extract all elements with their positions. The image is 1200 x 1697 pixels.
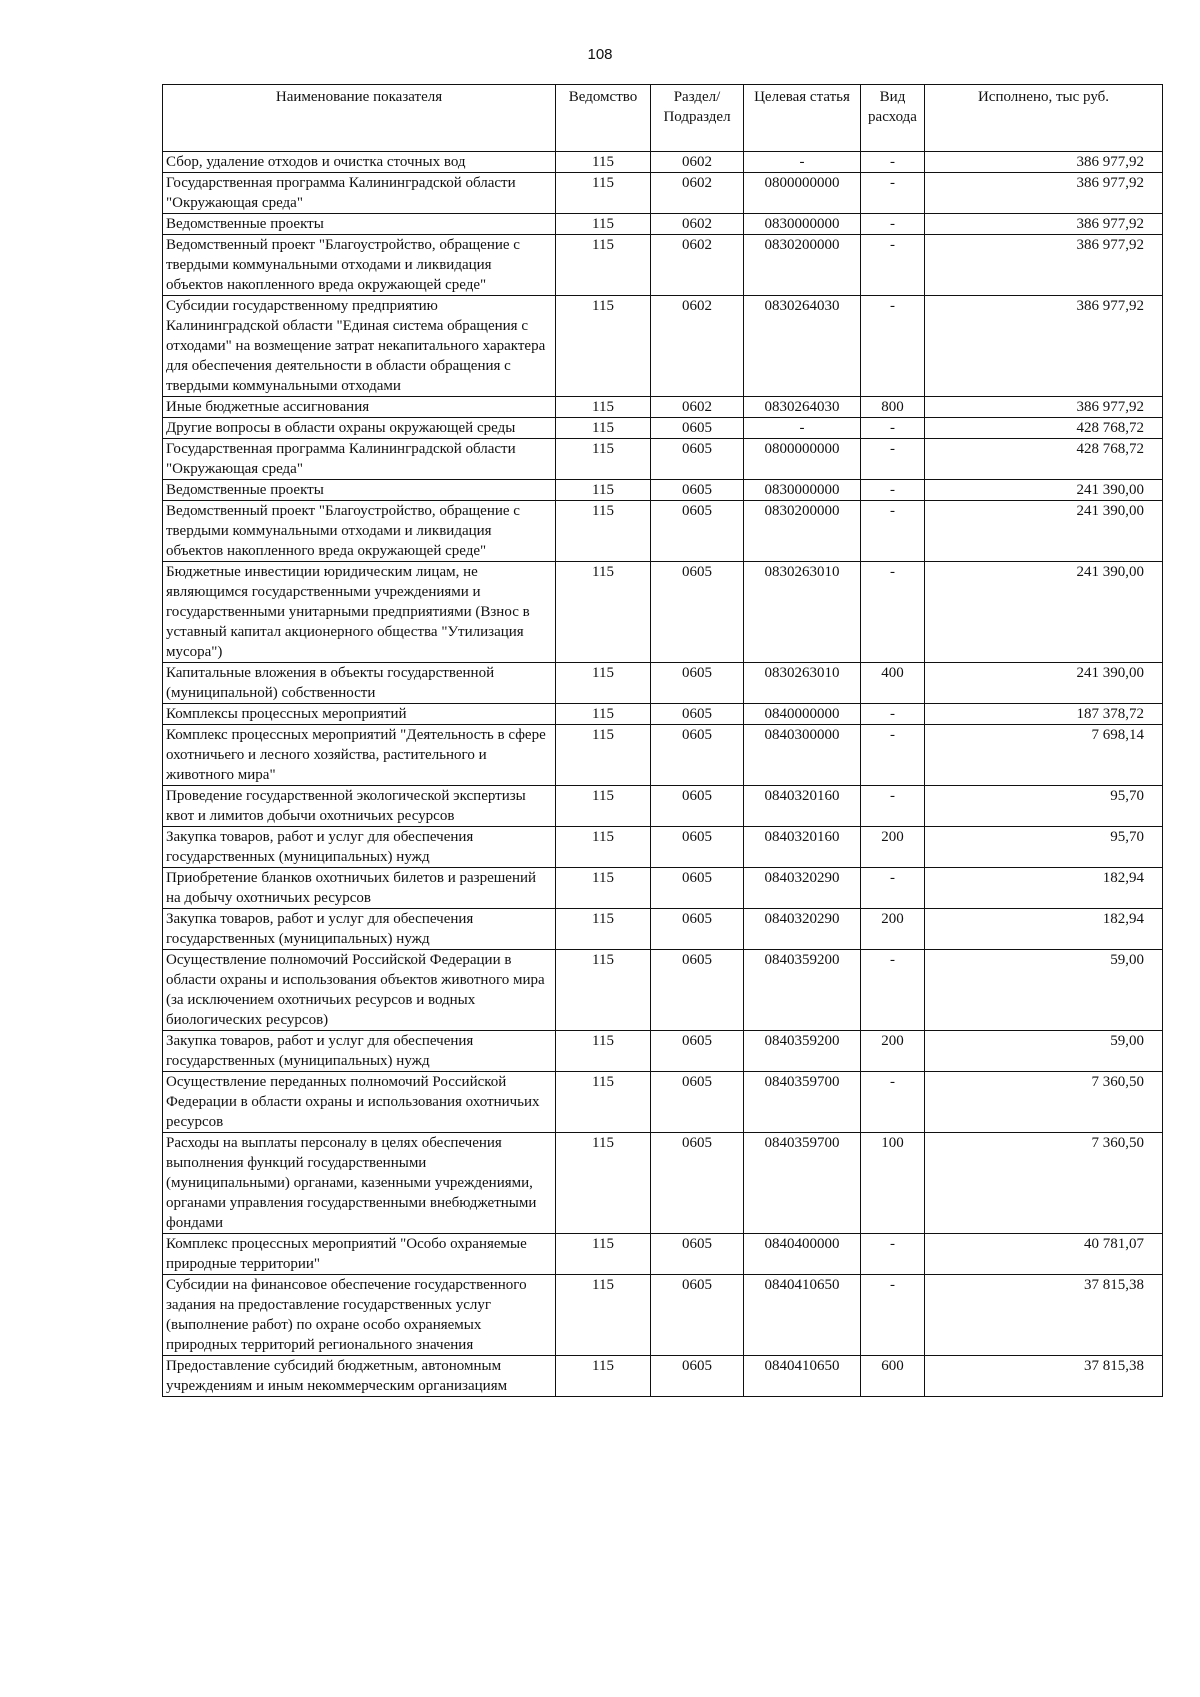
cell-expense-type: - [861, 1072, 925, 1133]
cell-executed-amount: 182,94 [925, 909, 1163, 950]
cell-department: 115 [556, 663, 651, 704]
table-row [163, 663, 1163, 704]
cell-indicator-name: Приобретение бланков охотничьих билетов и разрешений на добычу охотничьих ресурсов [163, 868, 556, 909]
cell-department: 115 [556, 786, 651, 827]
cell-indicator-name: Комплекс процессных мероприятий "Деятельность в сфере охотничьего и лесного хозяйства, растительного и животного мира" [163, 725, 556, 786]
cell-executed-amount: 187 378,72 [925, 704, 1163, 725]
cell-department: 115 [556, 725, 651, 786]
cell-section: 0605 [651, 418, 744, 439]
cell-expense-type: - [861, 296, 925, 397]
cell-executed-amount: 428 768,72 [925, 418, 1163, 439]
cell-executed-amount: 241 390,00 [925, 501, 1163, 562]
table-row [163, 725, 1163, 786]
cell-section: 0602 [651, 397, 744, 418]
cell-department: 115 [556, 868, 651, 909]
cell-expense-type: 200 [861, 909, 925, 950]
table-row [163, 909, 1163, 950]
cell-expense-type: - [861, 1234, 925, 1275]
cell-executed-amount: 37 815,38 [925, 1356, 1163, 1397]
cell-department: 115 [556, 173, 651, 214]
cell-department: 115 [556, 1234, 651, 1275]
cell-executed-amount: 428 768,72 [925, 439, 1163, 480]
cell-department: 115 [556, 704, 651, 725]
cell-department: 115 [556, 501, 651, 562]
table-row [163, 173, 1163, 214]
cell-expense-type: - [861, 480, 925, 501]
header-section: Раздел/ Подраздел [651, 85, 744, 152]
cell-indicator-name: Проведение государственной экологической экспертизы квот и лимитов добычи охотничьих ресурсов [163, 786, 556, 827]
table-row [163, 950, 1163, 1031]
cell-target-article: 0800000000 [744, 173, 861, 214]
cell-expense-type: - [861, 501, 925, 562]
cell-section: 0602 [651, 214, 744, 235]
cell-department: 115 [556, 235, 651, 296]
cell-executed-amount: 386 977,92 [925, 173, 1163, 214]
header-department: Ведомство [556, 85, 651, 152]
cell-executed-amount: 95,70 [925, 786, 1163, 827]
table-row [163, 418, 1163, 439]
table-header-row [163, 85, 1163, 152]
cell-section: 0605 [651, 725, 744, 786]
cell-indicator-name: Капитальные вложения в объекты государственной (муниципальной) собственности [163, 663, 556, 704]
cell-indicator-name: Закупка товаров, работ и услуг для обеспечения государственных (муниципальных) нужд [163, 827, 556, 868]
cell-section: 0605 [651, 704, 744, 725]
header-target-article: Целевая статья [744, 85, 861, 152]
cell-department: 115 [556, 480, 651, 501]
cell-target-article: 0840320290 [744, 868, 861, 909]
cell-expense-type: 400 [861, 663, 925, 704]
table-row [163, 1133, 1163, 1234]
cell-section: 0602 [651, 235, 744, 296]
cell-executed-amount: 95,70 [925, 827, 1163, 868]
cell-indicator-name: Другие вопросы в области охраны окружающей среды [163, 418, 556, 439]
cell-target-article: 0830263010 [744, 562, 861, 663]
cell-department: 115 [556, 1275, 651, 1356]
cell-expense-type: 600 [861, 1356, 925, 1397]
cell-indicator-name: Иные бюджетные ассигнования [163, 397, 556, 418]
cell-executed-amount: 386 977,92 [925, 296, 1163, 397]
cell-indicator-name: Ведомственный проект "Благоустройство, обращение с твердыми коммунальными отходами и ликвидация объектов накопленного вреда окружающей среде" [163, 501, 556, 562]
cell-executed-amount: 40 781,07 [925, 1234, 1163, 1275]
cell-target-article: 0830200000 [744, 501, 861, 562]
cell-expense-type: - [861, 439, 925, 480]
header-expense-type: Вид расхода [861, 85, 925, 152]
cell-department: 115 [556, 152, 651, 173]
cell-target-article: 0830264030 [744, 296, 861, 397]
cell-indicator-name: Осуществление полномочий Российской Федерации в области охраны и использования объектов животного мира (за исключением охотничьих ресурсов и водных биологических ресурсов) [163, 950, 556, 1031]
cell-indicator-name: Предоставление субсидий бюджетным, автономным учреждениям и иным некоммерческим организациям [163, 1356, 556, 1397]
cell-target-article: 0830200000 [744, 235, 861, 296]
cell-target-article: 0840320160 [744, 827, 861, 868]
cell-indicator-name: Расходы на выплаты персоналу в целях обеспечения выполнения функций государственными (муниципальными) органами, казенными учреждениями, органами управления государственными внебюджетными фондами [163, 1133, 556, 1234]
table-row [163, 1072, 1163, 1133]
cell-executed-amount: 386 977,92 [925, 397, 1163, 418]
cell-executed-amount: 386 977,92 [925, 235, 1163, 296]
cell-target-article: 0830264030 [744, 397, 861, 418]
cell-section: 0605 [651, 1234, 744, 1275]
table-row [163, 214, 1163, 235]
cell-executed-amount: 241 390,00 [925, 562, 1163, 663]
table-row [163, 1356, 1163, 1397]
cell-executed-amount: 182,94 [925, 868, 1163, 909]
cell-indicator-name: Государственная программа Калининградской области "Окружающая среда" [163, 439, 556, 480]
cell-section: 0605 [651, 562, 744, 663]
table-row [163, 786, 1163, 827]
cell-section: 0605 [651, 501, 744, 562]
cell-indicator-name: Государственная программа Калининградской области "Окружающая среда" [163, 173, 556, 214]
table-row [163, 1234, 1163, 1275]
cell-section: 0605 [651, 439, 744, 480]
cell-expense-type: - [861, 152, 925, 173]
cell-section: 0605 [651, 1072, 744, 1133]
cell-section: 0605 [651, 868, 744, 909]
cell-section: 0602 [651, 152, 744, 173]
cell-expense-type: - [861, 1275, 925, 1356]
cell-expense-type: 200 [861, 1031, 925, 1072]
cell-target-article: 0840359700 [744, 1072, 861, 1133]
cell-target-article: 0840300000 [744, 725, 861, 786]
cell-expense-type: - [861, 786, 925, 827]
cell-department: 115 [556, 827, 651, 868]
cell-indicator-name: Ведомственные проекты [163, 214, 556, 235]
cell-section: 0602 [651, 173, 744, 214]
cell-target-article: 0840410650 [744, 1275, 861, 1356]
table-row [163, 397, 1163, 418]
cell-executed-amount: 241 390,00 [925, 663, 1163, 704]
cell-indicator-name: Субсидии государственному предприятию Калининградской области "Единая система обращения с отходами" на возмещение затрат некапитального характера для обеспечения деятельности в области обращения с твердыми коммунальными отходами [163, 296, 556, 397]
table-row [163, 152, 1163, 173]
cell-department: 115 [556, 950, 651, 1031]
cell-department: 115 [556, 296, 651, 397]
cell-section: 0605 [651, 1356, 744, 1397]
cell-department: 115 [556, 1072, 651, 1133]
cell-department: 115 [556, 1133, 651, 1234]
cell-target-article: 0830263010 [744, 663, 861, 704]
table-row [163, 562, 1163, 663]
cell-indicator-name: Ведомственные проекты [163, 480, 556, 501]
cell-expense-type: - [861, 235, 925, 296]
header-executed-amount: Исполнено, тыс руб. [925, 85, 1163, 152]
cell-section: 0605 [651, 950, 744, 1031]
cell-target-article: 0840320290 [744, 909, 861, 950]
budget-table [162, 84, 1163, 1397]
page-number: 108 [587, 46, 613, 63]
cell-expense-type: - [861, 704, 925, 725]
cell-section: 0605 [651, 1031, 744, 1072]
cell-expense-type: - [861, 868, 925, 909]
cell-expense-type: - [861, 173, 925, 214]
cell-target-article: 0840320160 [744, 786, 861, 827]
cell-expense-type: - [861, 418, 925, 439]
cell-indicator-name: Осуществление переданных полномочий Российской Федерации в области охраны и использования охотничьих ресурсов [163, 1072, 556, 1133]
cell-expense-type: 800 [861, 397, 925, 418]
cell-target-article: - [744, 418, 861, 439]
table-row [163, 704, 1163, 725]
cell-indicator-name: Бюджетные инвестиции юридическим лицам, не являющимся государственными учреждениями и государственными унитарными предприятиями (Взнос в уставный капитал акционерного общества "Утилизация мусора") [163, 562, 556, 663]
table-row [163, 501, 1163, 562]
cell-indicator-name: Субсидии на финансовое обеспечение государственного задания на предоставление государственных услуг (выполнение работ) по охране особо охраняемых природных территорий регионального значения [163, 1275, 556, 1356]
table-row [163, 868, 1163, 909]
cell-executed-amount: 37 815,38 [925, 1275, 1163, 1356]
cell-indicator-name: Сбор, удаление отходов и очистка сточных вод [163, 152, 556, 173]
cell-executed-amount: 241 390,00 [925, 480, 1163, 501]
cell-section: 0605 [651, 909, 744, 950]
table-row [163, 235, 1163, 296]
cell-department: 115 [556, 214, 651, 235]
cell-department: 115 [556, 439, 651, 480]
table-row [163, 296, 1163, 397]
cell-section: 0605 [651, 786, 744, 827]
cell-department: 115 [556, 418, 651, 439]
cell-department: 115 [556, 1356, 651, 1397]
cell-section: 0605 [651, 827, 744, 868]
cell-section: 0605 [651, 1275, 744, 1356]
cell-expense-type: - [861, 950, 925, 1031]
cell-target-article: 0840000000 [744, 704, 861, 725]
table-row [163, 439, 1163, 480]
header-indicator-name: Наименование показателя [163, 85, 556, 152]
cell-target-article: 0840359700 [744, 1133, 861, 1234]
cell-section: 0602 [651, 296, 744, 397]
cell-executed-amount: 59,00 [925, 950, 1163, 1031]
table-row [163, 1275, 1163, 1356]
cell-department: 115 [556, 562, 651, 663]
cell-section: 0605 [651, 663, 744, 704]
cell-section: 0605 [651, 1133, 744, 1234]
cell-executed-amount: 386 977,92 [925, 214, 1163, 235]
cell-department: 115 [556, 1031, 651, 1072]
cell-expense-type: 200 [861, 827, 925, 868]
cell-target-article: 0840400000 [744, 1234, 861, 1275]
cell-executed-amount: 59,00 [925, 1031, 1163, 1072]
table-row [163, 480, 1163, 501]
cell-expense-type: - [861, 562, 925, 663]
cell-target-article: 0840359200 [744, 1031, 861, 1072]
cell-target-article: 0800000000 [744, 439, 861, 480]
cell-executed-amount: 7 698,14 [925, 725, 1163, 786]
cell-indicator-name: Комплекс процессных мероприятий "Особо охраняемые природные территории" [163, 1234, 556, 1275]
cell-expense-type: - [861, 214, 925, 235]
cell-executed-amount: 386 977,92 [925, 152, 1163, 173]
cell-expense-type: 100 [861, 1133, 925, 1234]
cell-indicator-name: Закупка товаров, работ и услуг для обеспечения государственных (муниципальных) нужд [163, 1031, 556, 1072]
cell-indicator-name: Ведомственный проект "Благоустройство, обращение с твердыми коммунальными отходами и ликвидация объектов накопленного вреда окружающей среде" [163, 235, 556, 296]
cell-indicator-name: Комплексы процессных мероприятий [163, 704, 556, 725]
cell-executed-amount: 7 360,50 [925, 1072, 1163, 1133]
cell-section: 0605 [651, 480, 744, 501]
cell-target-article: 0840359200 [744, 950, 861, 1031]
cell-department: 115 [556, 397, 651, 418]
cell-target-article: 0830000000 [744, 214, 861, 235]
cell-expense-type: - [861, 725, 925, 786]
table-body [163, 152, 1163, 1397]
cell-target-article: 0840410650 [744, 1356, 861, 1397]
cell-indicator-name: Закупка товаров, работ и услуг для обеспечения государственных (муниципальных) нужд [163, 909, 556, 950]
cell-department: 115 [556, 909, 651, 950]
table-row [163, 827, 1163, 868]
cell-target-article: - [744, 152, 861, 173]
table-row [163, 1031, 1163, 1072]
cell-target-article: 0830000000 [744, 480, 861, 501]
cell-executed-amount: 7 360,50 [925, 1133, 1163, 1234]
